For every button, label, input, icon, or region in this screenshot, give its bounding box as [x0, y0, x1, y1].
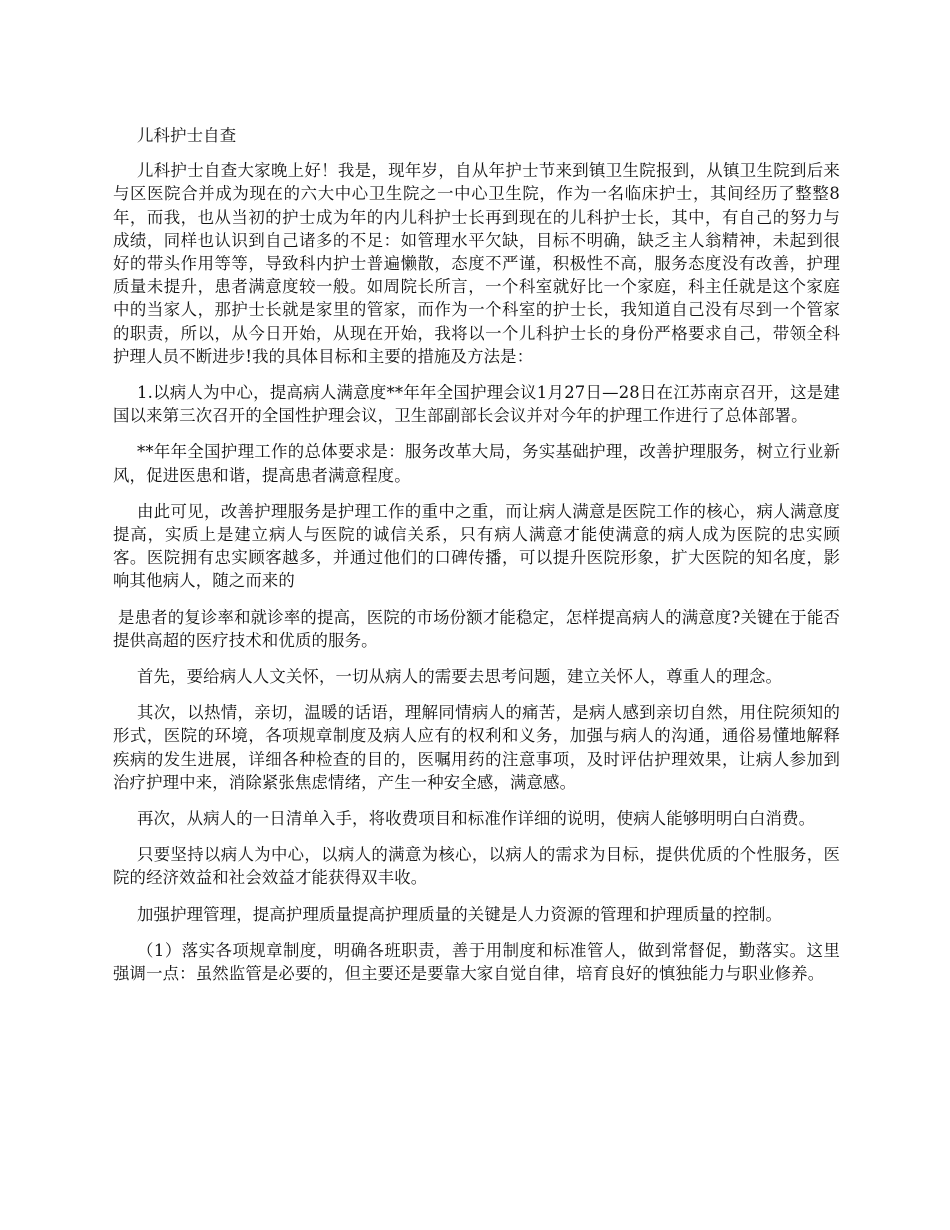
paragraph-rules: （1）落实各项规章制度，明确各班职责，善于用制度和标准管人，做到常督促，勤落实。这里强调一点：虽然监管是必要的，但主要还是要靠大家自觉自律，培育良好的慎独能力与职业修养。: [113, 940, 840, 984]
paragraph-first: 首先，要给病人人文关怀，一切从病人的需要去思考问题，建立关怀人，尊重人的理念。: [137, 667, 783, 687]
paragraph-intro: 儿科护士自查大家晚上好！我是，现年岁，自从年护士节来到镇卫生院报到，从镇卫生院到后来与区医院合并成为现在的六大中心卫生院之一中心卫生院，作为一名临床护士，其间经历了整整8年，而我，也从当初的护士成为年的内儿科护士长再到现在的儿科护士长，其中，有自己的努力与成绩，同样也认识到自己诸多的不足：如管理水平欠缺，目标不明确，缺乏主人翁精神，未起到很好的带头作用等等，导致科内护士普遍懒散，态度不严谨，积极性不高，服务态度没有改善，护理质量未提升，患者满意度较一般。如周院长所言，一个科室就好比一个家庭，科主任就是这个家庭中的当家人，那护士长就是家里的管家，而作为一个科室的护士长，我知道自己没有尽到一个管家的职责，所以，从今日开始，从现在开始，我将以一个儿科护士长的身份严格要求自己，带领全科护理人员不断进步!我的具体目标和主要的措施及方法是：: [113, 161, 840, 366]
paragraph-patient-centered: 1.以病人为中心，提高病人满意度**年年全国护理会议1月27日—28日在江苏南京召开，这是建国以来第三次召开的全国性护理会议，卫生部副部长会议并对今年的护理工作进行了总体部署。: [113, 383, 840, 426]
paragraph-national-requirements: **年年全国护理工作的总体要求是：服务改革大局，务实基础护理，改善护理服务，树立行业新风，促进医患和谐，提高患者满意程度。: [113, 442, 840, 485]
paragraph-management: 加强护理管理，提高护理质量提高护理质量的关键是人力资源的管理和护理质量的控制。: [137, 904, 783, 924]
document-title: 儿科护士自查: [137, 126, 237, 145]
paragraph-third: 再次，从病人的一日清单入手，将收费项目和标准作详细的说明，使病人能够明明白白消费。: [137, 809, 816, 829]
paragraph-second: 其次，以热情，亲切，温暖的话语，理解同情病人的痛苦，是病人感到亲切自然，用住院须知的形式，医院的环境，各项规章制度及病人应有的权利和义务，加强与病人的沟通，通俗易懂地解释疾病的发生进展，详细各种检查的目的，医嘱用药的注意事项，及时评估护理效果，让病人参加到治疗护理中来，消除紧张焦虑情绪，产生一种安全感，满意感。: [113, 703, 840, 792]
paragraph-revisit-rate: 是患者的复诊率和就诊率的提高，医院的市场份额才能稳定，怎样提高病人的满意度?关键在于能否提供高超的医疗技术和优质的服务。: [113, 607, 840, 650]
document-page: [113, 124, 840, 998]
paragraph-double-harvest: 只要坚持以病人为中心，以病人的满意为核心，以病人的需求为目标，提供优质的个性服务，医院的经济效益和社会效益才能获得双丰收。: [113, 845, 840, 888]
paragraph-service-improvement: 由此可见，改善护理服务是护理工作的重中之重，而让病人满意是医院工作的核心，病人满意度提高，实质上是建立病人与医院的诚信关系，只有病人满意才能使满意的病人成为医院的忠实顾客。医院拥有忠实顾客越多，并通过他们的口碑传播，可以提升医院形象，扩大医院的知名度，影响其他病人，随之而来的: [113, 501, 840, 591]
